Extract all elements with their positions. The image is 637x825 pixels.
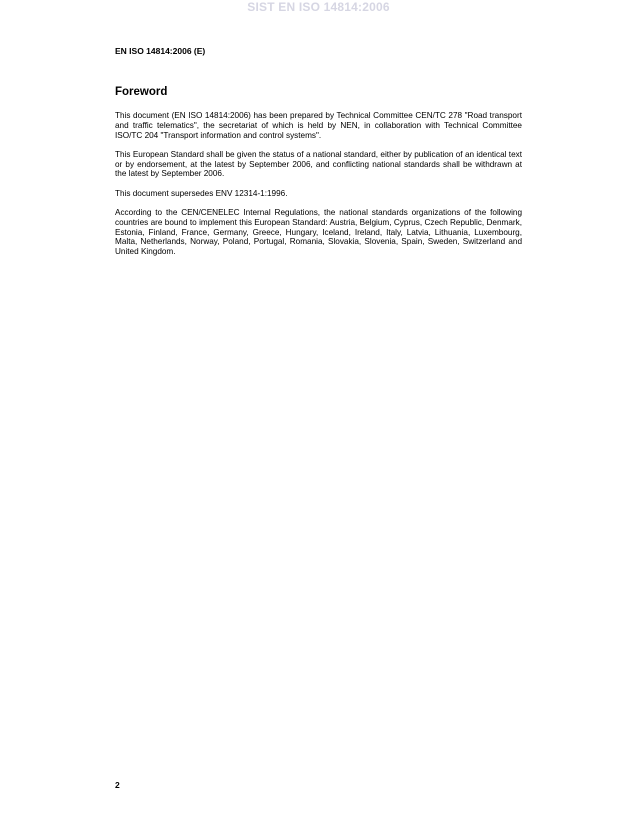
foreword-body <box>115 111 522 267</box>
page-number: 2 <box>115 780 120 790</box>
foreword-paragraph: This document supersedes ENV 12314-1:1996. <box>115 188 288 198</box>
document-header: EN ISO 14814:2006 (E) <box>115 46 206 56</box>
foreword-paragraph: This document (EN ISO 14814:2006) has been prepared by Technical Committee CEN/TC 278 "Road transport and traffic telematics", the secretariat of which is held by NEN, in collaboration with Technical Committee ISO/TC 204 "Transport information and control systems". <box>115 111 522 140</box>
foreword-paragraph: This European Standard shall be given the status of a national standard, either by publication of an identical text or by endorsement, at the latest by September 2006, and conflicting national standards shall be withdrawn at the latest by September 2006. <box>115 149 522 179</box>
section-title: Foreword <box>115 86 168 98</box>
watermark-text: SIST EN ISO 14814:2006 <box>247 0 390 14</box>
foreword-paragraph: According to the CEN/CENELEC Internal Regulations, the national standards organizations of the following countries are bound to implement this European Standard: Austria, Belgium, Cyprus, Czech Republic, Denmark, Estonia, Finland, France, Germany, Greece, Hungary, Iceland, Ireland, Italy, Latvia, Lithuania, Luxembourg, Malta, Netherlands, Norway, Poland, Portugal, Romania, Slovakia, Slovenia, Spain, Sweden, Switzerland and United Kingdom. <box>115 208 522 257</box>
